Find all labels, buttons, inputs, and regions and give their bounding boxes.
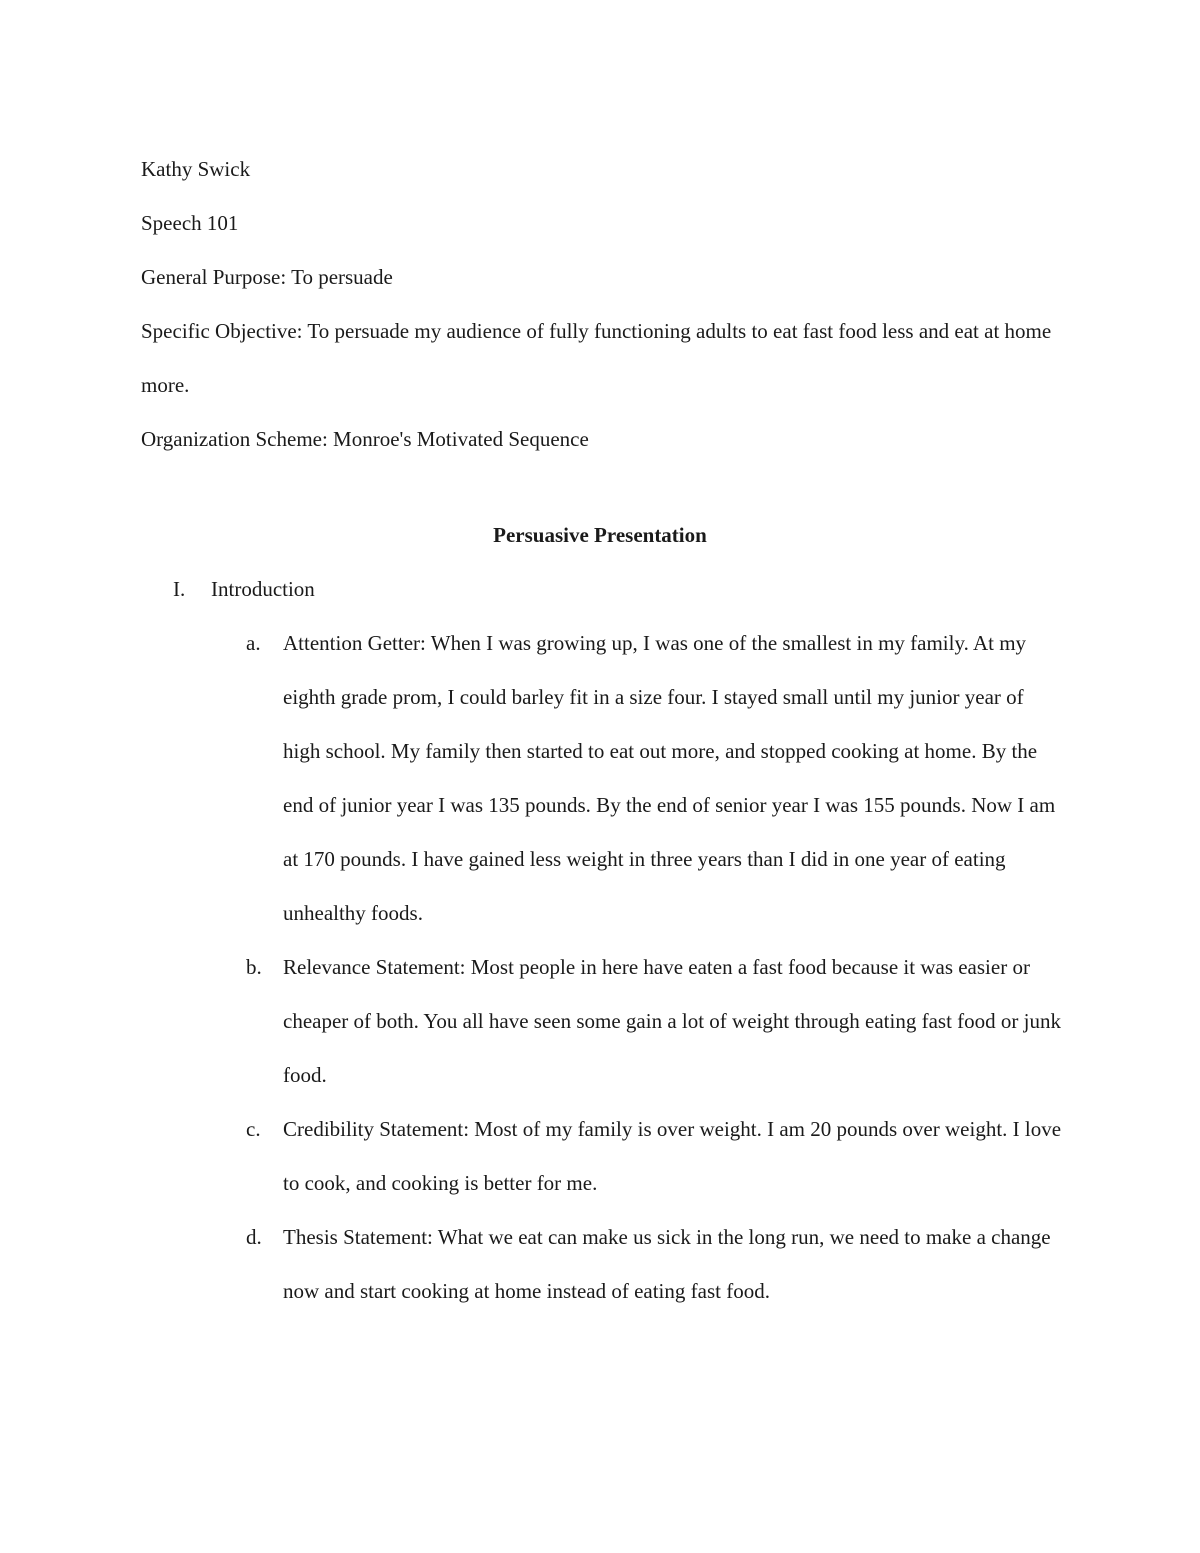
- outline-item-credibility-statement: [246, 1102, 1063, 1210]
- specific-objective: Specific Objective: To persuade my audience of fully functioning adults to eat fast food less and eat at home more.: [141, 319, 1052, 397]
- item-text: Relevance Statement: Most people in here have eaten a fast food because it was easier or cheaper of both. You all have seen some gain a lot of weight through eating fast food or junk food.: [283, 955, 1061, 1087]
- section-label: Introduction: [211, 577, 315, 601]
- item-text: Thesis Statement: What we eat can make us sick in the long run, we need to make a change now and start cooking at home instead of eating fast food.: [283, 1225, 1051, 1303]
- item-marker: a.: [246, 631, 261, 655]
- page-title: Persuasive Presentation: [493, 523, 707, 547]
- item-marker: c.: [246, 1117, 261, 1141]
- item-text: Credibility Statement: Most of my family is over weight. I am 20 pounds over weight. I love to cook, and cooking is better for me.: [283, 1117, 1062, 1195]
- item-marker: b.: [246, 955, 262, 979]
- item-marker: d.: [246, 1225, 262, 1249]
- item-text: Attention Getter: When I was growing up, I was one of the smallest in my family. At my eighth grade prom, I could barley fit in a size four. I stayed small until my junior year of high school. My family then started to eat out more, and stopped cooking at home. By the end of junior year I was 135 pounds. By the end of senior year I was 155 pounds. Now I am at 170 pounds. I have gained less weight in three years than I did in one year of eating unhealthy foods.: [283, 631, 1056, 925]
- outline-item-attention-getter: [246, 616, 1063, 940]
- general-purpose: General Purpose: To persuade: [141, 265, 393, 289]
- outline-item-relevance-statement: [246, 940, 1063, 1102]
- organization-scheme: Organization Scheme: Monroe's Motivated Sequence: [141, 427, 589, 451]
- outline-item-thesis-statement: [246, 1210, 1063, 1318]
- section-marker: I.: [173, 577, 186, 601]
- author-name: Kathy Swick: [141, 157, 251, 181]
- document-header: [141, 142, 1071, 466]
- course-name: Speech 101: [141, 211, 239, 235]
- speech-outline: [0, 574, 1200, 1330]
